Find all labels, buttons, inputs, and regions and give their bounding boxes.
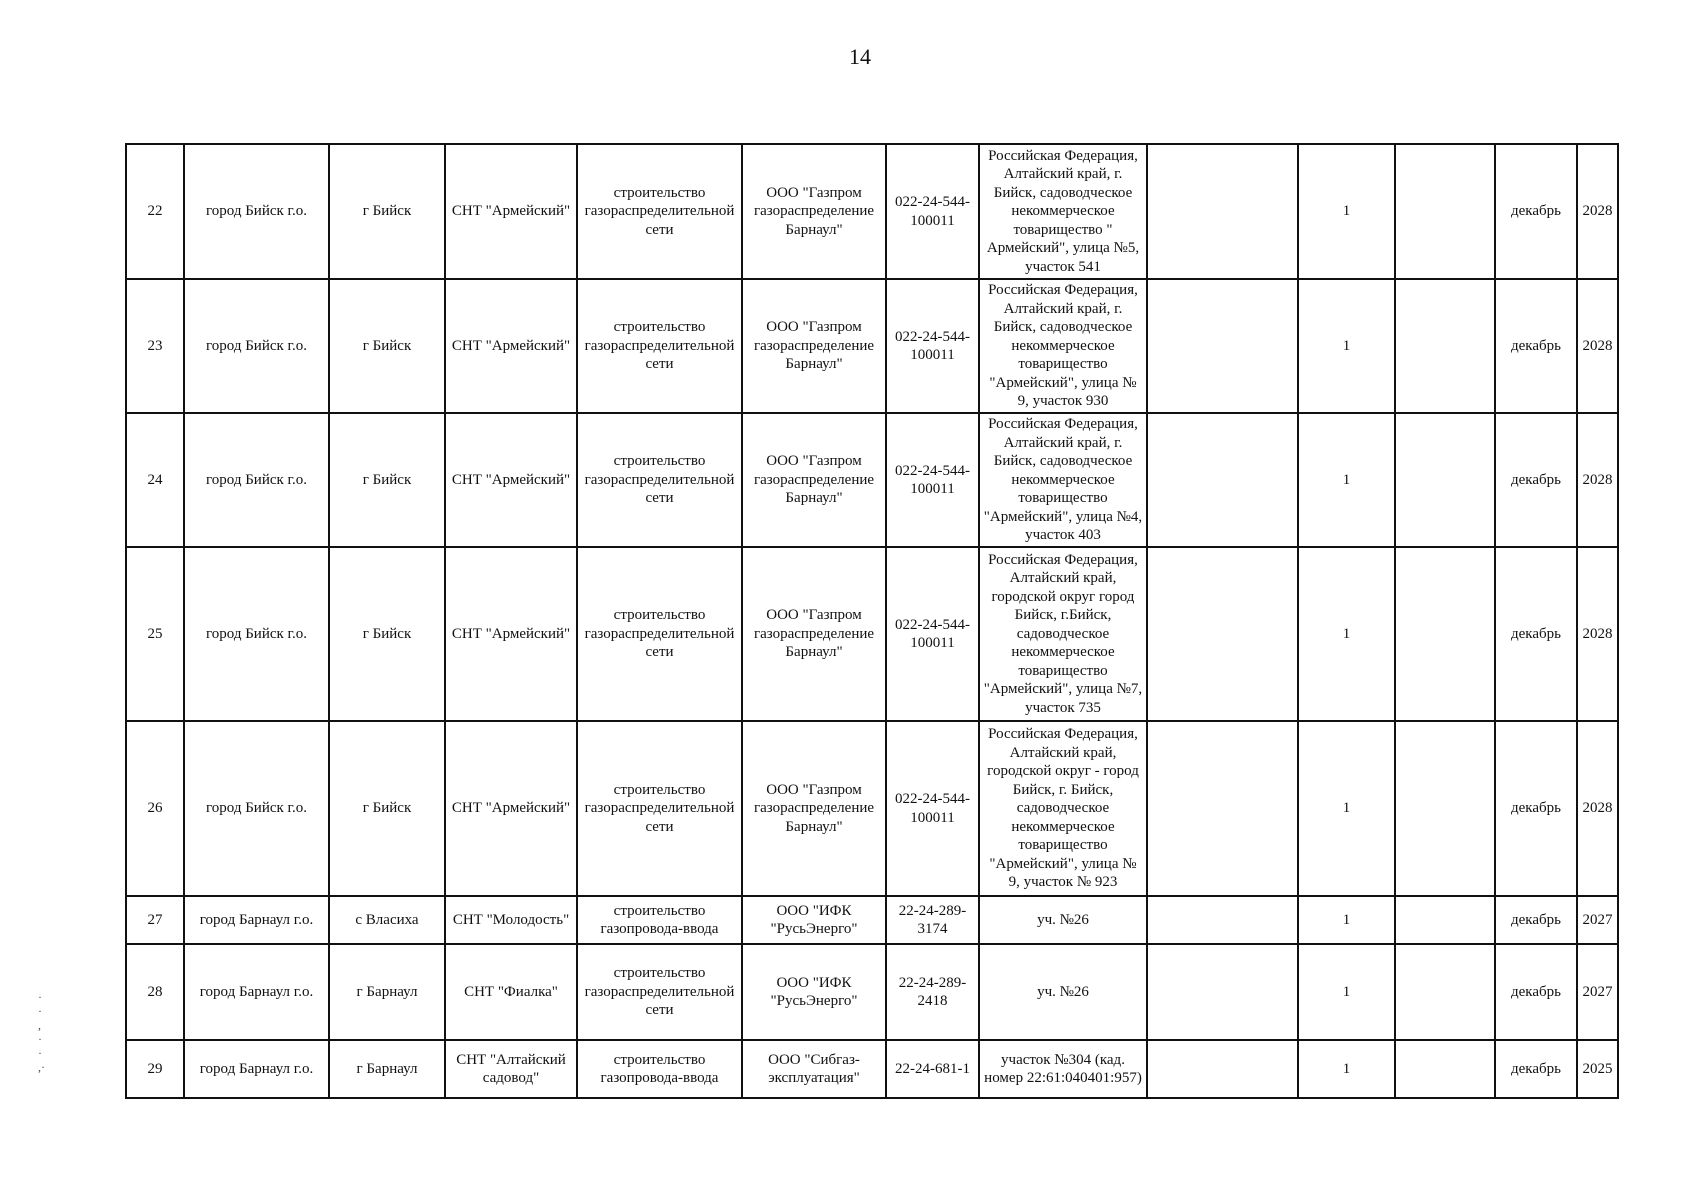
month-cell: декабрь (1495, 279, 1577, 413)
empty-cell (1147, 144, 1298, 279)
empty-cell (1395, 413, 1495, 547)
organization-cell: ООО "Газпром газораспределение Барнаул" (742, 279, 886, 413)
district-cell: город Бийск г.о. (184, 413, 329, 547)
empty-cell (1395, 279, 1495, 413)
table-row (126, 547, 1618, 721)
address-cell: Российская Федерация, Алтайский край, г. Бийск, садоводческое некоммерческое товарищество " Армейский", улица №5, участок 541 (979, 144, 1147, 279)
work-type-cell: строительство газораспределительной сети (577, 413, 742, 547)
empty-cell (1395, 944, 1495, 1040)
work-type-cell: строительство газораспределительной сети (577, 279, 742, 413)
district-cell: город Барнаул г.о. (184, 1040, 329, 1098)
quantity-cell: 1 (1298, 547, 1395, 721)
organization-cell: ООО "Газпром газораспределение Барнаул" (742, 547, 886, 721)
objects-table (125, 143, 1619, 1099)
work-type-cell: строительство газопровода-ввода (577, 1040, 742, 1098)
empty-cell (1395, 1040, 1495, 1098)
page-number: 14 (849, 44, 871, 69)
work-type-cell: строительство газораспределительной сети (577, 547, 742, 721)
organization-cell: ООО "Газпром газораспределение Барнаул" (742, 413, 886, 547)
district-cell: город Бийск г.о. (184, 144, 329, 279)
month-cell: декабрь (1495, 413, 1577, 547)
code-cell: 22-24-681-1 (886, 1040, 979, 1098)
address-cell: Российская Федерация, Алтайский край, городской округ город Бийск, г.Бийск, садоводческое некоммерческое товарищество "Армейский", улица №7, участок 735 (979, 547, 1147, 721)
year-cell: 2028 (1577, 279, 1618, 413)
work-type-cell: строительство газопровода-ввода (577, 896, 742, 944)
table-row (126, 721, 1618, 896)
quantity-cell: 1 (1298, 721, 1395, 896)
empty-cell (1395, 721, 1495, 896)
empty-cell (1147, 721, 1298, 896)
address-cell: Российская Федерация, Алтайский край, г. Бийск, садоводческое некоммерческое товарищество "Армейский", улица №4, участок 403 (979, 413, 1147, 547)
empty-cell (1147, 1040, 1298, 1098)
district-cell: город Бийск г.о. (184, 721, 329, 896)
district-cell: город Бийск г.о. (184, 279, 329, 413)
object-cell: СНТ "Армейский" (445, 721, 577, 896)
address-cell: Российская Федерация, Алтайский край, г. Бийск, садоводческое некоммерческое товарищество "Армейский", улица № 9, участок 930 (979, 279, 1147, 413)
settlement-cell: г Бийск (329, 413, 445, 547)
month-cell: декабрь (1495, 721, 1577, 896)
object-cell: СНТ "Армейский" (445, 547, 577, 721)
empty-cell (1395, 896, 1495, 944)
object-cell: СНТ "Молодость" (445, 896, 577, 944)
district-cell: город Барнаул г.о. (184, 944, 329, 1040)
quantity-cell: 1 (1298, 1040, 1395, 1098)
settlement-cell: с Власиха (329, 896, 445, 944)
month-cell: декабрь (1495, 896, 1577, 944)
empty-cell (1147, 413, 1298, 547)
code-cell: 022-24-544-100011 (886, 413, 979, 547)
row-number-cell: 22 (126, 144, 184, 279)
settlement-cell: г Барнаул (329, 944, 445, 1040)
table-row (126, 1040, 1618, 1098)
row-number-cell: 26 (126, 721, 184, 896)
district-cell: город Барнаул г.о. (184, 896, 329, 944)
empty-cell (1147, 896, 1298, 944)
code-cell: 022-24-544-100011 (886, 279, 979, 413)
row-number-cell: 23 (126, 279, 184, 413)
month-cell: декабрь (1495, 144, 1577, 279)
empty-cell (1147, 279, 1298, 413)
organization-cell: ООО "Газпром газораспределение Барнаул" (742, 721, 886, 896)
object-cell: СНТ "Армейский" (445, 144, 577, 279)
table-row (126, 279, 1618, 413)
row-number-cell: 24 (126, 413, 184, 547)
work-type-cell: строительство газораспределительной сети (577, 144, 742, 279)
row-number-cell: 28 (126, 944, 184, 1040)
month-cell: декабрь (1495, 1040, 1577, 1098)
code-cell: 022-24-544-100011 (886, 721, 979, 896)
table-row (126, 896, 1618, 944)
empty-cell (1395, 547, 1495, 721)
object-cell: СНТ "Армейский" (445, 279, 577, 413)
organization-cell: ООО "ИФК "РусьЭнерго" (742, 944, 886, 1040)
year-cell: 2028 (1577, 721, 1618, 896)
organization-cell: ООО "Газпром газораспределение Барнаул" (742, 144, 886, 279)
year-cell: 2028 (1577, 413, 1618, 547)
settlement-cell: г Бийск (329, 721, 445, 896)
month-cell: декабрь (1495, 547, 1577, 721)
quantity-cell: 1 (1298, 279, 1395, 413)
empty-cell (1147, 944, 1298, 1040)
margin-scribble: · · , · · ,· (38, 990, 45, 1074)
organization-cell: ООО "Сибгаз-эксплуатация" (742, 1040, 886, 1098)
address-cell: уч. №26 (979, 896, 1147, 944)
quantity-cell: 1 (1298, 413, 1395, 547)
address-cell: участок №304 (кад. номер 22:61:040401:957) (979, 1040, 1147, 1098)
object-cell: СНТ "Алтайский садовод" (445, 1040, 577, 1098)
empty-cell (1395, 144, 1495, 279)
row-number-cell: 29 (126, 1040, 184, 1098)
district-cell: город Бийск г.о. (184, 547, 329, 721)
quantity-cell: 1 (1298, 944, 1395, 1040)
organization-cell: ООО "ИФК "РусьЭнерго" (742, 896, 886, 944)
work-type-cell: строительство газораспределительной сети (577, 944, 742, 1040)
code-cell: 022-24-544-100011 (886, 144, 979, 279)
address-cell: Российская Федерация, Алтайский край, городской округ - город Бийск, г. Бийск, садоводческое некоммерческое товарищество "Армейский", улица № 9, участок № 923 (979, 721, 1147, 896)
code-cell: 22-24-289-2418 (886, 944, 979, 1040)
table-row (126, 413, 1618, 547)
empty-cell (1147, 547, 1298, 721)
code-cell: 022-24-544-100011 (886, 547, 979, 721)
row-number-cell: 25 (126, 547, 184, 721)
year-cell: 2025 (1577, 1040, 1618, 1098)
object-cell: СНТ "Армейский" (445, 413, 577, 547)
settlement-cell: г Бийск (329, 547, 445, 721)
table-row (126, 144, 1618, 279)
quantity-cell: 1 (1298, 896, 1395, 944)
work-type-cell: строительство газораспределительной сети (577, 721, 742, 896)
month-cell: декабрь (1495, 944, 1577, 1040)
year-cell: 2027 (1577, 944, 1618, 1040)
year-cell: 2028 (1577, 144, 1618, 279)
object-cell: СНТ "Фиалка" (445, 944, 577, 1040)
year-cell: 2028 (1577, 547, 1618, 721)
quantity-cell: 1 (1298, 144, 1395, 279)
settlement-cell: г Бийск (329, 279, 445, 413)
row-number-cell: 27 (126, 896, 184, 944)
address-cell: уч. №26 (979, 944, 1147, 1040)
settlement-cell: г Барнаул (329, 1040, 445, 1098)
table-body (126, 144, 1618, 1098)
year-cell: 2027 (1577, 896, 1618, 944)
table-row (126, 944, 1618, 1040)
code-cell: 22-24-289-3174 (886, 896, 979, 944)
settlement-cell: г Бийск (329, 144, 445, 279)
